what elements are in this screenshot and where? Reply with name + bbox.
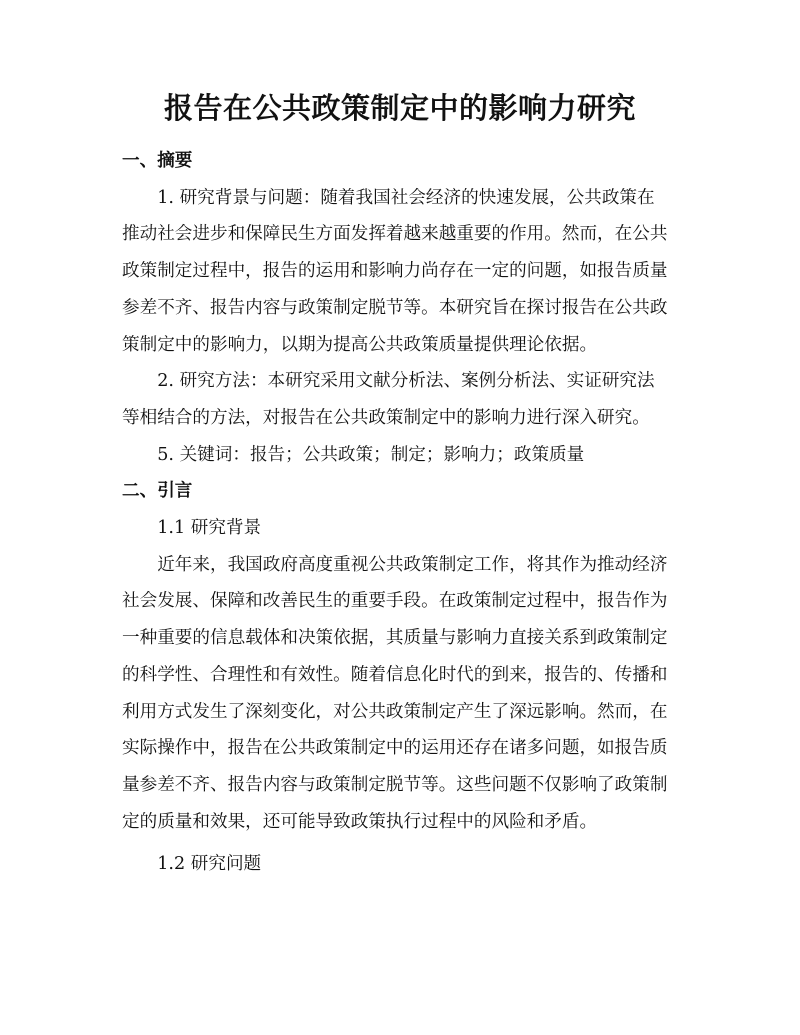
subsection-heading-background: 1.1 研究背景: [157, 518, 262, 539]
document-title: 报告在公共政策制定中的影响力研究: [163, 91, 636, 125]
section-heading-introduction: 二、引言: [122, 481, 193, 502]
intro-paragraph-background: 近年来，我国政府高度重视公共政策制定工作，将其作为推动经济社会发展、保障和改善民生的重要手段。在政策制定过程中，报告作为一种重要的信息载体和决策依据，其质量与影响力直接关系到政策制定的科学性、合理性和有效性。随着信息化时代的到来，报告的、传播和利用方式发生了深刻变化，对公共政策制定产生了深远影响。然而，在实际操作中，报告在公共政策制定中的运用还存在诸多问题，如报告质量参差不齐、报告内容与政策制定脱节等。这些问题不仅影响了政策制定的质量和效果，还可能导致政策执行过程中的风险和矛盾。: [122, 554, 668, 832]
section-heading-abstract: 一、摘要: [122, 151, 193, 171]
abstract-paragraph-background: 1. 研究背景与问题：随着我国社会经济的快速发展，公共政策在推动社会进步和保障民生方面发挥着越来越重要的作用。然而，在公共政策制定过程中，报告的运用和影响力尚存在一定的问题，如报告质量参差不齐、报告内容与政策制定脱节等。本研究旨在探讨报告在公共政策制定中的影响力，以期为提高公共政策质量提供理论依据。: [122, 187, 668, 355]
abstract-paragraph-keywords: 5. 关键词：报告；公共政策；制定；影响力；政策质量: [157, 444, 585, 465]
abstract-paragraph-methods: 2. 研究方法：本研究采用文献分析法、案例分析法、实证研究法等相结合的方法，对报告在公共政策制定中的影响力进行深入研究。: [122, 371, 655, 428]
document-body: [122, 143, 670, 883]
subsection-heading-question: 1.2 研究问题: [157, 854, 262, 875]
